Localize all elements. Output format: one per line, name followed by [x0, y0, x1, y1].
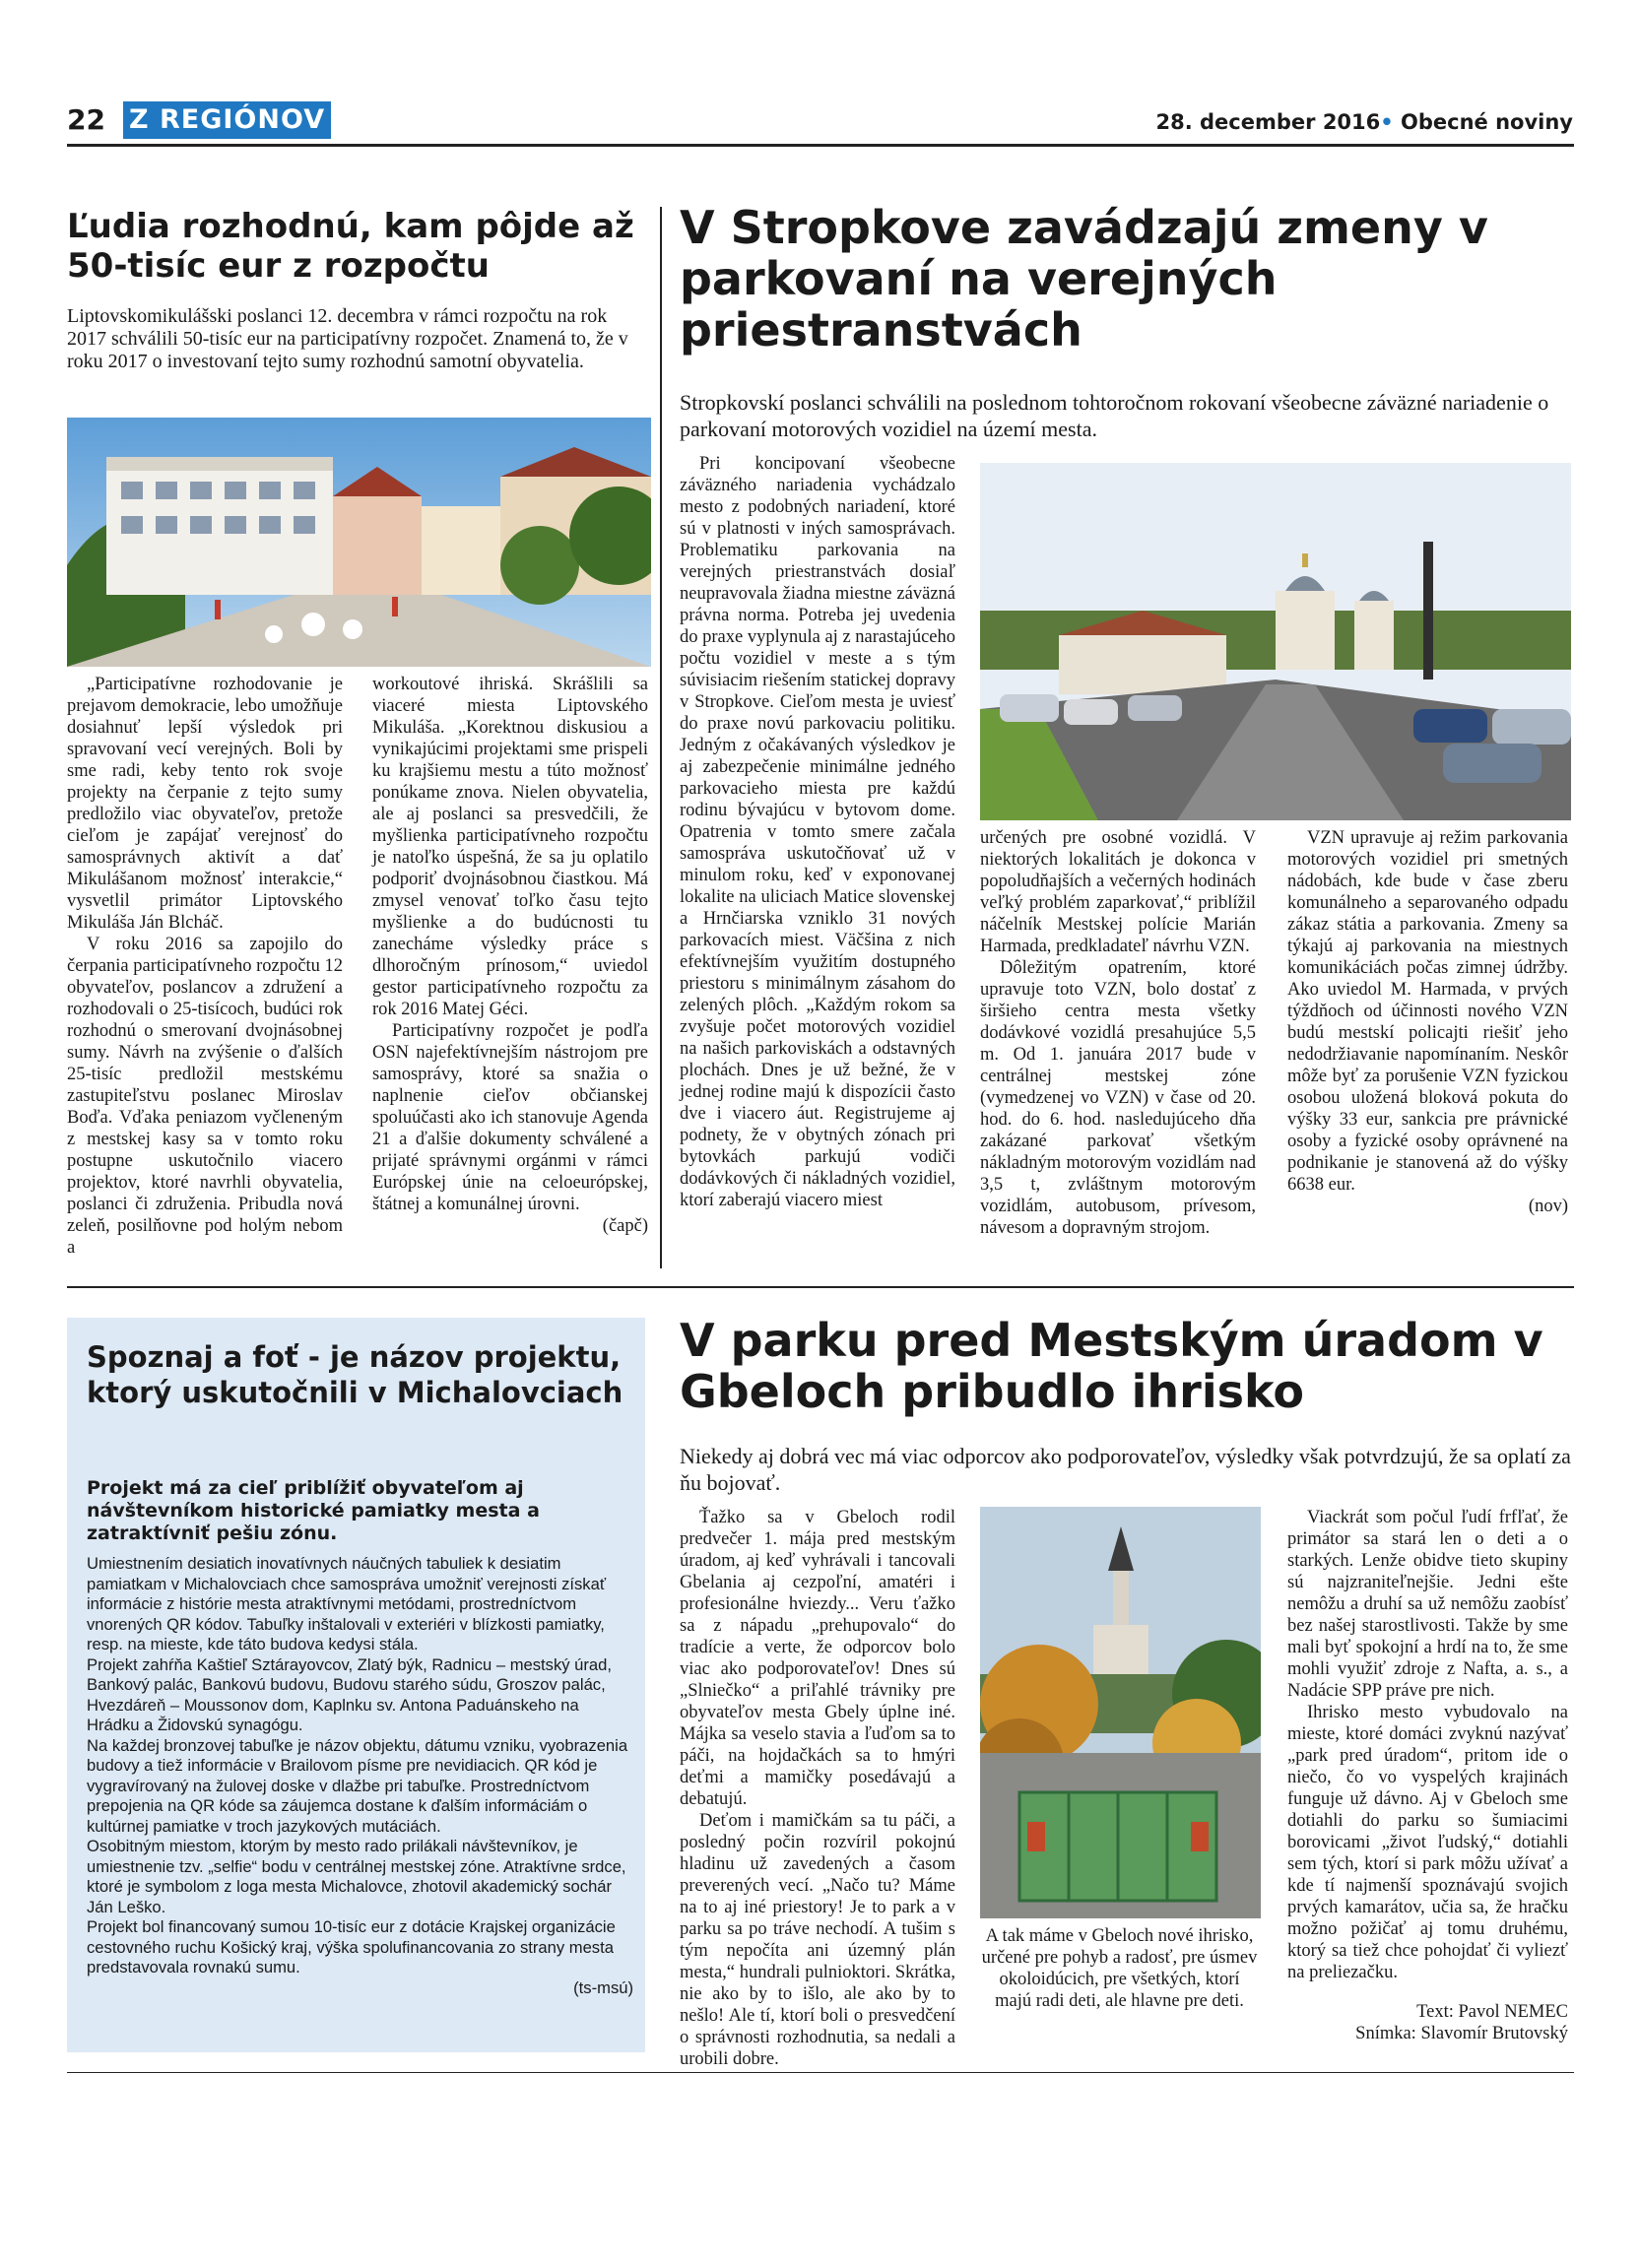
article4-col1-p1: Ťažko sa v Gbeloch rodil predvečer 1. mája pred mestským úradom, aj keď vyhrávali i tancovali Gbelania aj cezpoľní, amatéri i profesionálne hviezdy... Veru ťažko sa z nápadu „prehupovalo“ do tradície a verte, že odporcov bolo viac ako podporovateľov! Dnes sú „Slniečko“ a priľahlé trávniky pre obyvateľov mesta Gbely úplne iné. Májka sa veselo stavia a ľuďom sa to páči, na hojdačkách sa to hmýri deťmi a mamičky posedávajú a debatujú.	[680, 1508, 955, 1809]
article1-col1-p1: „Participatívne rozhodovanie je prejavom demokracie, lebo umožňuje dosiahnuť lepší výsledok pri spravovaní vecí verejných. Boli by sme radi, keby tento rok svoje projekty na čerpanie z tejto sumy predložilo viac obyvateľov, pretože cieľom je zapájať verejnosť do samosprávnych aktivít a dať Mikulášanom možnosť interakcie,“ vysvetlil primátor Liptovského Mikuláša Ján Blcháč.	[67, 675, 343, 933]
town-square-image	[67, 418, 651, 667]
article2-col3-p1: VZN upravuje aj režim parkovania motorových vozidiel pri smetných nádobách, kde bude v čase zberu komunálneho a separovaného odpadu zákaz státia a parkovania. Zmeny sa týkajú aj parkovania na miestnych komunikáciách počas zimnej údržby. Ako uviedol M. Harmada, v prvých týždňoch od účinnosti nového VZN budú mestskí policajti riešiť jeho nedodržiavanie napomínaním. Neskôr môže byť za porušenie VZN fyzickou osobou uložená bloková pokuta do výšky 33 eur, sankcia pre právnické osoby a fyzické osoby oprávnené na podnikanie je stanovená až do výšky 6638 eur.	[1287, 828, 1568, 1195]
article3-p2: Projekt zahŕňa Kaštieľ Sztárayovcov, Zlatý býk, Radnicu – mestský úrad, Bankový palác, Bankovú budovu, Budovu starého súdu, Groszov palác, Hvezdáreň – Moussonov dom, Kaplnku sv. Antona Paduánskeho na Hrádku a Židovskú synagógu.	[87, 1654, 612, 1734]
page-number: 22	[67, 103, 105, 136]
article4-photo	[980, 1507, 1261, 1918]
article1-col1-p2: V roku 2016 sa zapojilo do čerpania participatívneho rozpočtu 12 obyvateľov, poslancov a združení a rozhodovali o 25-tisícoch, budúci rok rozhodnú o smerovaní dvojnásobnej sumy. Návrh na zvýšenie o ďalších 25-tisíc predložil mestskému zastupiteľstvu poslanec Miroslav Boďa. Vďaka peniazom vyčleneným z mestskej kasy sa v tomto roku postupne uskutočnilo viacero projektov, ktoré navrhli obyvatelia, poslanci či združenia. Pribudla nová zeleň, posilňovne pod holým nebom a	[67, 935, 343, 1258]
article1-col1	[67, 674, 343, 1259]
article1-title: Ľudia rozhodnú, kam pôjde až 50-tisíc eur z rozpočtu	[67, 207, 634, 286]
article2-photo	[980, 463, 1571, 820]
article2-col1	[680, 453, 955, 1211]
issue-date: 28. december 2016	[1155, 110, 1381, 134]
article1-photo	[67, 418, 651, 667]
issue-bullet: •	[1380, 110, 1394, 134]
article4-col3-p1: Viackrát som počul ľudí frfľať, že primátor sa stará len o deti a o starkých. Lenže obidve tieto skupiny sú najzraniteľnejšie. Jedni ešte nemôžu a druhí sa už nemôžu zaobísť bez našej starostlivosti. Takže by sme mali byť spokojní a hrdí na to, že sme mohli využiť zdroje z Nafta, a. s., a Nadácie SPP práve pre nich.	[1287, 1508, 1568, 1701]
article4-title: V parku pred Mestským úradom v Gbeloch pribudlo ihrisko	[680, 1314, 1543, 1418]
issue-info	[1156, 109, 1573, 135]
article4-credit-photo: Snímka: Slavomír Brutovský	[1355, 2024, 1568, 2043]
article2-col3	[1287, 827, 1568, 1217]
article2-title: V Stropkove zavádzajú zmeny v parkovaní na verejných priestranstvách	[680, 201, 1488, 356]
article2-col2-p1: určených pre osobné vozidlá. V niektorých lokalitách je dokonca v popoludňajších a večerných hodinách veľký problém zaparkovať,“ priblížil náčelník Mestskej polície Marián Harmada, predkladateľ návrhu VZN.	[980, 828, 1256, 956]
article1-signature: (čapč)	[602, 1216, 648, 1236]
mid-rule	[67, 1286, 1574, 1288]
footer-rule	[67, 2072, 1574, 2073]
article4-col1	[680, 1507, 955, 2070]
article1-col2-p1: workoutové ihriská. Skrášlili sa viaceré miesta Liptovského Mikuláša. „Korektnou diskusiou a vynikajúcimi projektami sme prispeli ku krajšiemu mestu a túto možnosť ponúkame znova. Nielen obyvatelia, ale aj poslanci sa presvedčili, že myšlienka participatívneho rozpočtu je natoľko úspešná, že sa ju oplatilo podporiť dvojnásobnou čiastkou. Má zmysel venovať toľko času tejto myšlienke a do budúcnosti tu zanecháme výsledky práce s dlhoročným prínosom,“ uviedol gestor participatívneho rozpočtu za rok 2016 Matej Géci.	[372, 675, 648, 1019]
article3-lead: Projekt má za cieľ priblížiť obyvateľom aj návštevníkom historické pamiatky mesta a zatraktívniť pešiu zónu.	[87, 1477, 540, 1544]
article3-p5: Projekt bol financovaný sumou 10-tisíc eur z dotácie Krajskej organizácie cestovného ruchu Košický kraj, výška spolufinancovania zo strany mesta predstavovala rovnakú sumu.	[87, 1917, 616, 1976]
article3-p1: Umiestnením desiatich inovatívnych náučných tabuliek k desiatim pamiatkam v Michalovciach chce samospráva umožniť verejnosti získať informácie z histórie mesta atraktívnymi metódami, prostredníctvom vnorených QR kódov. Tabuľky inštalovali v exteriéri v blízkosti pamiatky, resp. na mieste, kde táto budova kedysi stála.	[87, 1554, 607, 1653]
article4-col3-p2: Ihrisko mesto vybudovalo na mieste, ktoré domáci zvyknú nazývať „park pred úradom“, pritom ide o niečo, čo vo vyspelých krajinách funguje už dávno. Aj v Gbeloch sme dotiahli do parku so šumiacimi borovicami „život ľudský,“ dotiahli sem tých, ktorí si park môžu užívať a kde tí najmenší spoznávajú svojich prvých kamarátov, učia sa, že hračku možno požičať aj tomu druhému, ktorý sa tiež chce pohojdať či vyliezť na preliezačku.	[1287, 1703, 1568, 1982]
article1-lead: Liptovskomikulášski poslanci 12. decembra v rámci rozpočtu na rok 2017 schválili 50-tisíc eur na participatívny rozpočet. Znamená to, že v roku 2017 o investovaní tejto sumy rozhodnú samotní obyvatelia.	[67, 305, 628, 372]
newspaper-name: Obecné noviny	[1401, 110, 1573, 134]
section-label: Z REGIÓNOV	[123, 101, 331, 139]
article2-col2-p2: Dôležitým opatrením, ktoré upravuje toto VZN, bolo dostať z širšieho centra mesta všetky dodávkové vozidlá presahujúce 5,5 m. Od 1. januára 2017 bude v centrálnej mestskej zóne (vymedzenej vo VZN) v čase od 20. hod. do 6. hod. nasledujúceho dňa zakázané parkovať všetkým nákladným motorovým vozidlám nad 3,5 t, zvláštnym motorovým vozidlám, autobusom, prívesom, návesom a dopravným strojom.	[980, 958, 1256, 1238]
article3-signature: (ts-msú)	[573, 1977, 633, 1997]
parking-lot-image	[980, 463, 1571, 820]
article4-col1-p2: Deťom i mamičkám sa tu páči, a posledný počin rozvíril pokojnú hladinu už zavedených a časom preverených vecí. „Načo tu? Máme na to aj iné priestory! Je to park a v parku sa po tráve nechodí. A tušim s tým nepočíta ani územný plán mesta,“ hundrali pulnioktori. Skrátka, nie ako by to išlo, ale ako by to nešlo! Ale tí, ktorí boli o presvedčení o správnosti rozhodnutia, sa nedali a urobili dobre.	[680, 1811, 955, 2069]
article2-lead: Stropkovskí poslanci schválili na poslednom tohtoročnom rokovaní všeobecne záväzné nariadenie o parkovaní motorových vozidiel na území mesta.	[680, 390, 1549, 441]
article3-title: Spoznaj a foť - je názov projektu, ktorý uskutočnili v Michalovciach	[87, 1340, 623, 1409]
article4-credit-text: Text: Pavol NEMEC	[1416, 2002, 1568, 2022]
article2-signature: (nov)	[1528, 1197, 1568, 1216]
header-rule	[67, 144, 1574, 147]
article3-body	[87, 1554, 633, 1998]
article2-col2	[980, 827, 1256, 1239]
column-divider	[660, 207, 662, 1268]
article1-col2-p2: Participatívny rozpočet je podľa OSN najefektívnejším nástrojom pre samosprávy, ktoré sa snažia o naplnenie cieľov občianskej spoluúčasti ako ich stanovuje Agenda 21 a ďalšie dokumenty schválené a prijaté správnymi orgánmi v rámci Európskej únie na celoeurópskej, štátnej a komunálnej úrovni.	[372, 1021, 648, 1214]
article4-caption: A tak máme v Gbeloch nové ihrisko, určené pre pohyb a radosť, pre úsmev okoloidúcich, pre všetkých, ktorí majú radi deti, ale hlavne pre deti.	[981, 1926, 1258, 2011]
article2-col1-p1: Pri koncipovaní všeobecne záväzného nariadenia vychádzalo mesto z podobných nariadení, ktoré sú v platnosti v iných samosprávach. Problematiku parkovania na verejných priestranstvách dosiaľ neupravovala žiadna miestne záväzná právna norma. Potreba jej uvedenia do praxe vyplynula aj z narastajúceho počtu vozidiel v meste a s tým súvisiacim riešením statickej dopravy v Stropkove. Cieľom mesta je uviesť do praxe novú parkovaciu politiku. Jedným z očakávaných výsledkov je aj zabezpečenie minimálne jedného parkovacieho miesta pre každú rodinu bývajúcu v bytovom dome. Opatrenia v tomto smere začala samospráva uskutočňovať už v minulom roku, keď v exponovanej lokalite na uliciach Matice slovenskej a Hrnčiarska vzniklo 31 nových parkovacích miest. Väčšina z nich efektívnejším využitím dostupného priestoru s minimálnym zásahom do zelených plôch. „Každým rokom sa zvyšuje počet motorových vozidiel na našich parkoviskách a odstavných plochách. Dnes je už bežné, že v jednej rodine majú k dispozícii často dve i viacero áut. Registrujeme aj podnety, že v obytných zónach pri bytovkách parkujú vodiči dodávkových či nákladných vozidiel, ktorí zaberajú viacero miest	[680, 454, 955, 1210]
article4-col3	[1287, 1507, 1568, 2044]
article4-lead: Niekedy aj dobrá vec má viac odporcov ako podporovateľov, výsledky však potvrdzujú, že sa oplatí za ňu bojovať.	[680, 1444, 1571, 1495]
article3-p4: Osobitným miestom, ktorým by mesto rado prilákali návštevníkov, je umiestnenie tzv. „selfie“ bodu v centrálnej mestskej zóne. Atraktívne srdce, ktoré je symbolom z loga mesta Michalovce, zhotovil akademický sochár Ján Leško.	[87, 1837, 626, 1916]
playground-image	[980, 1507, 1261, 1918]
article1-col2	[372, 674, 648, 1237]
article3-p3: Na každej bronzovej tabuľke je názov objektu, dátumu vzniku, vyobrazenia budovy a tiež informácie v Brailovom písme pre nevidiacich. QR kód je vygravírovaný na žulovej doske v dlažbe pri tabuľke. Prostredníctvom prepojenia na QR kóde sa záujemca dostane k ďalším informáciám o kultúrnej pamiatke v troch jazykových mutáciách.	[87, 1735, 628, 1836]
